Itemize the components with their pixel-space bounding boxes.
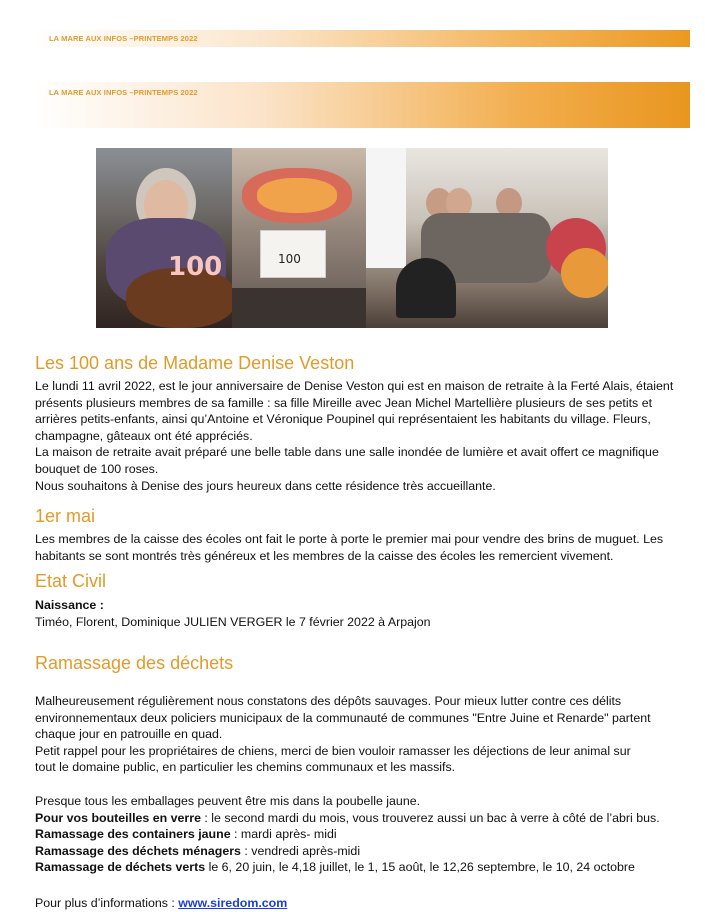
paragraph-info <box>35 895 685 912</box>
verts-text: le 6, 20 juin, le 4,18 juillet, le 1, 15 août, le 12,26 septembre, le 10, 24 octobre <box>205 860 635 875</box>
header-band-text: LA MARE AUX INFOS –PRINTEMPS 2022 <box>49 34 198 43</box>
paragraph-mai <box>35 531 685 564</box>
paragraph-dechets <box>35 693 685 776</box>
header-band-second <box>35 82 690 128</box>
jaune-line <box>35 826 685 843</box>
paragraph-anniversaire <box>35 378 685 494</box>
text-line: arrières petits-enfants, ainsi qu’Antoine et Véronique Poupinel qui représentaient les habitants du village. Fleurs, <box>35 412 651 427</box>
naissance-label: Naissance : <box>35 598 104 612</box>
naissance-text: Timéo, Florent, Dominique JULIEN VERGER le 7 février 2022 à Arpajon <box>35 614 431 629</box>
text-line: Nous souhaitons à Denise des jours heureux dans cette résidence très accueillante. <box>35 478 496 493</box>
text-line: chaque jour en patrouille en quad. <box>35 727 223 742</box>
photo-collage <box>96 148 608 328</box>
text-line: Les membres de la caisse des écoles ont fait le porte à porte le premier mai pour vendre des brins de muguet. Les <box>35 532 664 546</box>
info-text: Pour plus d’informations : <box>35 896 179 910</box>
menagers-label: Ramassage des déchets ménagers <box>35 843 241 858</box>
menagers-text: : vendredi après-midi <box>240 843 361 858</box>
text-line: habitants se sont montrés très généreux et les membres de la caisse des écoles les remercient vivement. <box>35 548 614 563</box>
section-title-dechets: Ramassage des déchets <box>35 653 234 673</box>
header-band-top <box>35 30 690 47</box>
cake-candle-number: 100 <box>168 252 223 282</box>
text-line: Malheureusement régulièrement nous constatons des dépôts sauvages. Pour mieux lutter contre ces délits <box>35 694 622 708</box>
section-title-mai: 1er mai <box>35 506 96 526</box>
verre-text: : le second mardi du mois, vous trouverez aussi un bac à verre à côté de l’abri bus. <box>200 810 660 825</box>
jaune-text: : mardi après- midi <box>230 827 337 842</box>
verre-label: Pour vos bouteilles en verre <box>35 810 201 825</box>
verts-label: Ramassage de déchets verts <box>35 860 206 875</box>
paragraph-collecte <box>35 793 685 876</box>
info-line <box>35 895 685 912</box>
text-line: tout le domaine public, en particulier les chemins communaux et les massifs. <box>35 760 456 775</box>
text-line: environnementaux deux policiers municipaux de la communauté de communes "Entre Juine et Renarde" partent <box>35 710 651 725</box>
photo-birthday-candles <box>96 148 232 328</box>
photo-family-group <box>366 148 608 328</box>
header-band-text: LA MARE AUX INFOS –PRINTEMPS 2022 <box>49 88 198 97</box>
card-number: 100 <box>278 252 301 266</box>
jaune-label: Ramassage des containers jaune <box>35 827 231 842</box>
text-line: La maison de retraite avait préparé une belle table dans une salle inondée de lumière et avait offert ce magnifique <box>35 445 659 460</box>
text-line: champagne, gâteaux ont été appréciés. <box>35 428 253 443</box>
siredom-link[interactable]: www.siredom.com <box>178 896 288 910</box>
verts-line <box>35 859 685 876</box>
section-title-anniversaire: Les 100 ans de Madame Denise Veston <box>35 353 355 373</box>
paragraph-etat-civil <box>35 597 685 630</box>
text-line: Le lundi 11 avril 2022, est le jour anniversaire de Denise Veston qui est en maison de retraite à la Ferté Alais, étaient <box>35 379 674 393</box>
text-line: présents plusieurs membres de sa famille : sa fille Mireille avec Jean Michel Martellière plusieurs de ses petits et <box>35 395 653 410</box>
section-title-etat-civil: Etat Civil <box>35 571 107 591</box>
text-line: Presque tous les emballages peuvent être mis dans la poubelle jaune. <box>35 794 421 808</box>
text-line: Petit rappel pour les propriétaires de chiens, merci de bien vouloir ramasser les déjections de leur animal sur <box>35 743 631 758</box>
verre-line <box>35 810 685 827</box>
photo-flowers-card <box>232 148 366 328</box>
text-line: bouquet de 100 roses. <box>35 461 159 476</box>
menagers-line <box>35 843 685 860</box>
